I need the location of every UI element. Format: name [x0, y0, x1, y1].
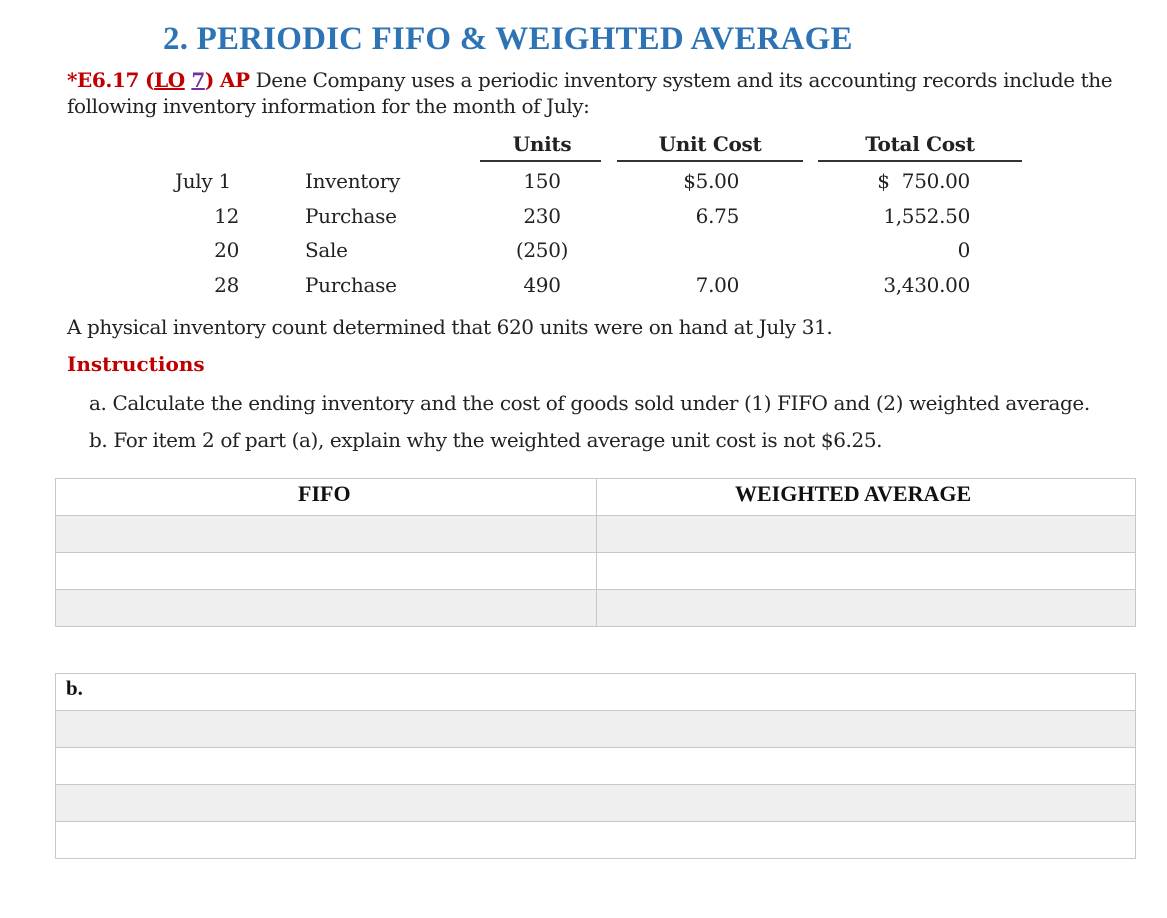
- instructions-heading: Instructions: [67, 352, 205, 376]
- exercise-id: *E6.17: [67, 68, 140, 92]
- grid-a-input-cell[interactable]: [56, 590, 597, 627]
- row-units: 150: [523, 169, 561, 193]
- row-date: 28: [214, 273, 239, 297]
- grid-a-input-cell[interactable]: [597, 590, 1136, 627]
- ap-tag: AP: [219, 68, 250, 92]
- grid-b-label: b.: [66, 676, 83, 700]
- row-total-cost: 0: [957, 238, 970, 262]
- lo-reference: (LO 7): [144, 68, 214, 92]
- answer-grid-b: [55, 673, 1136, 859]
- grid-a-input-cell[interactable]: [56, 553, 597, 590]
- row-description: Purchase: [305, 273, 397, 297]
- row-description: Sale: [305, 238, 348, 262]
- row-total-cost: 3,430.00: [883, 273, 970, 297]
- row-total-cost: $ 750.00: [877, 169, 970, 193]
- header-units: Units: [512, 132, 572, 156]
- grid-header-weighted-average: WEIGHTED AVERAGE: [735, 481, 972, 506]
- grid-b-input-cell[interactable]: [56, 785, 1136, 822]
- row-unit-cost: 6.75: [695, 204, 739, 228]
- header-underline-total-cost: [818, 160, 1022, 162]
- grid-b-input-cell[interactable]: [56, 748, 1136, 785]
- answer-grid-a: [55, 478, 1136, 627]
- grid-b-label-cell[interactable]: [56, 674, 1136, 711]
- problem-statement: [67, 67, 1112, 119]
- problem-line-2: following inventory information for the month of July:: [67, 94, 590, 118]
- count-note: A physical inventory count determined that 620 units were on hand at July 31.: [67, 315, 833, 339]
- header-underline-unit-cost: [617, 160, 803, 162]
- grid-a-input-cell[interactable]: [597, 516, 1136, 553]
- row-date: 12: [214, 204, 239, 228]
- grid-a-input-cell[interactable]: [597, 553, 1136, 590]
- lo-number[interactable]: 7: [191, 68, 205, 92]
- problem-line-1: [67, 67, 1112, 93]
- header-unit-cost: Unit Cost: [658, 132, 762, 156]
- row-unit-cost: $5.00: [683, 169, 739, 193]
- problem-text-line1: Dene Company uses a periodic inventory system and its accounting records include the: [255, 68, 1113, 92]
- row-description: Inventory: [305, 169, 401, 193]
- row-description: Purchase: [305, 204, 397, 228]
- header-underline-units: [480, 160, 601, 162]
- lo-link[interactable]: LO: [154, 68, 185, 92]
- row-unit-cost: 7.00: [695, 273, 739, 297]
- row-date: July 1: [175, 169, 231, 193]
- row-units: (250): [515, 238, 569, 262]
- row-units: 490: [523, 273, 561, 297]
- grid-b-input-cell[interactable]: [56, 711, 1136, 748]
- grid-header-fifo: FIFO: [298, 481, 351, 506]
- header-total-cost: Total Cost: [865, 132, 975, 156]
- instruction-item-a: a. Calculate the ending inventory and the cost of goods sold under (1) FIFO and (2) weighted average.: [89, 391, 1090, 415]
- row-date: 20: [214, 238, 239, 262]
- grid-a-input-cell[interactable]: [56, 516, 597, 553]
- section-title: 2. PERIODIC FIFO & WEIGHTED AVERAGE: [163, 21, 853, 57]
- instruction-item-b: b. For item 2 of part (a), explain why the weighted average unit cost is not $6.25.: [89, 428, 883, 452]
- row-units: 230: [523, 204, 561, 228]
- row-total-cost: 1,552.50: [883, 204, 970, 228]
- grid-b-input-cell[interactable]: [56, 822, 1136, 859]
